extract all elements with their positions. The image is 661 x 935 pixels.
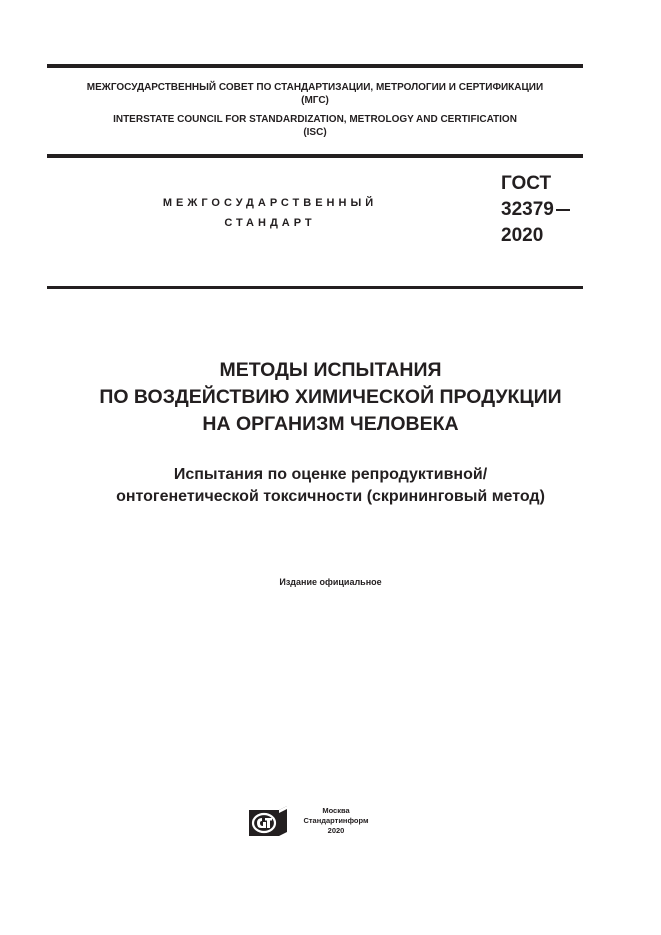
council-abbr-ru: (МГС) bbox=[301, 95, 329, 106]
publisher-name: Стандартинформ bbox=[303, 816, 369, 825]
middle-rule bbox=[47, 154, 583, 158]
edition-label: Издание официальное bbox=[279, 577, 382, 587]
standard-type bbox=[120, 193, 420, 233]
designation-year: 2020 bbox=[501, 225, 544, 246]
designation-number-line bbox=[501, 197, 570, 223]
publisher-city: Москва bbox=[322, 806, 350, 815]
council-name-ru-line1: МЕЖГОСУДАРСТВЕННЫЙ СОВЕТ ПО СТАНДАРТИЗАЦИИ, МЕТРОЛОГИИ И СЕРТИФИКАЦИИ bbox=[86, 82, 544, 93]
document-subtitle bbox=[20, 464, 641, 508]
title-line2: ПО ВОЗДЕЙСТВИЮ ХИМИЧЕСКОЙ ПРОДУКЦИИ bbox=[99, 386, 562, 408]
council-name-en bbox=[47, 113, 583, 139]
top-rule bbox=[47, 64, 583, 68]
council-abbr-en: (ISC) bbox=[303, 127, 327, 138]
title-line1: МЕТОДЫ ИСПЫТАНИЯ bbox=[219, 359, 442, 381]
standard-designation bbox=[501, 171, 570, 249]
subtitle-line2: онтогенетической токсичности (скрининговый метод) bbox=[116, 488, 545, 505]
designation-number: 32379 bbox=[501, 199, 554, 220]
designation-prefix: ГОСТ bbox=[501, 173, 552, 194]
title-line3: НА ОРГАНИЗМ ЧЕЛОВЕКА bbox=[202, 413, 459, 435]
publisher-info bbox=[296, 806, 376, 836]
subtitle-line1: Испытания по оценке репродуктивной/ bbox=[173, 466, 488, 483]
standard-type-line1: МЕЖГОСУДАРСТВЕННЫЙ bbox=[162, 197, 378, 209]
publisher-year: 2020 bbox=[327, 826, 345, 835]
standartinform-logo-icon bbox=[249, 806, 287, 836]
bottom-rule bbox=[47, 286, 583, 289]
council-name-ru bbox=[47, 81, 583, 107]
document-title bbox=[20, 357, 641, 438]
designation-dash bbox=[556, 209, 570, 211]
standard-type-line2: СТАНДАРТ bbox=[224, 217, 316, 229]
council-name-en-line1: INTERSTATE COUNCIL FOR STANDARDIZATION, METROLOGY AND CERTIFICATION bbox=[113, 114, 517, 125]
